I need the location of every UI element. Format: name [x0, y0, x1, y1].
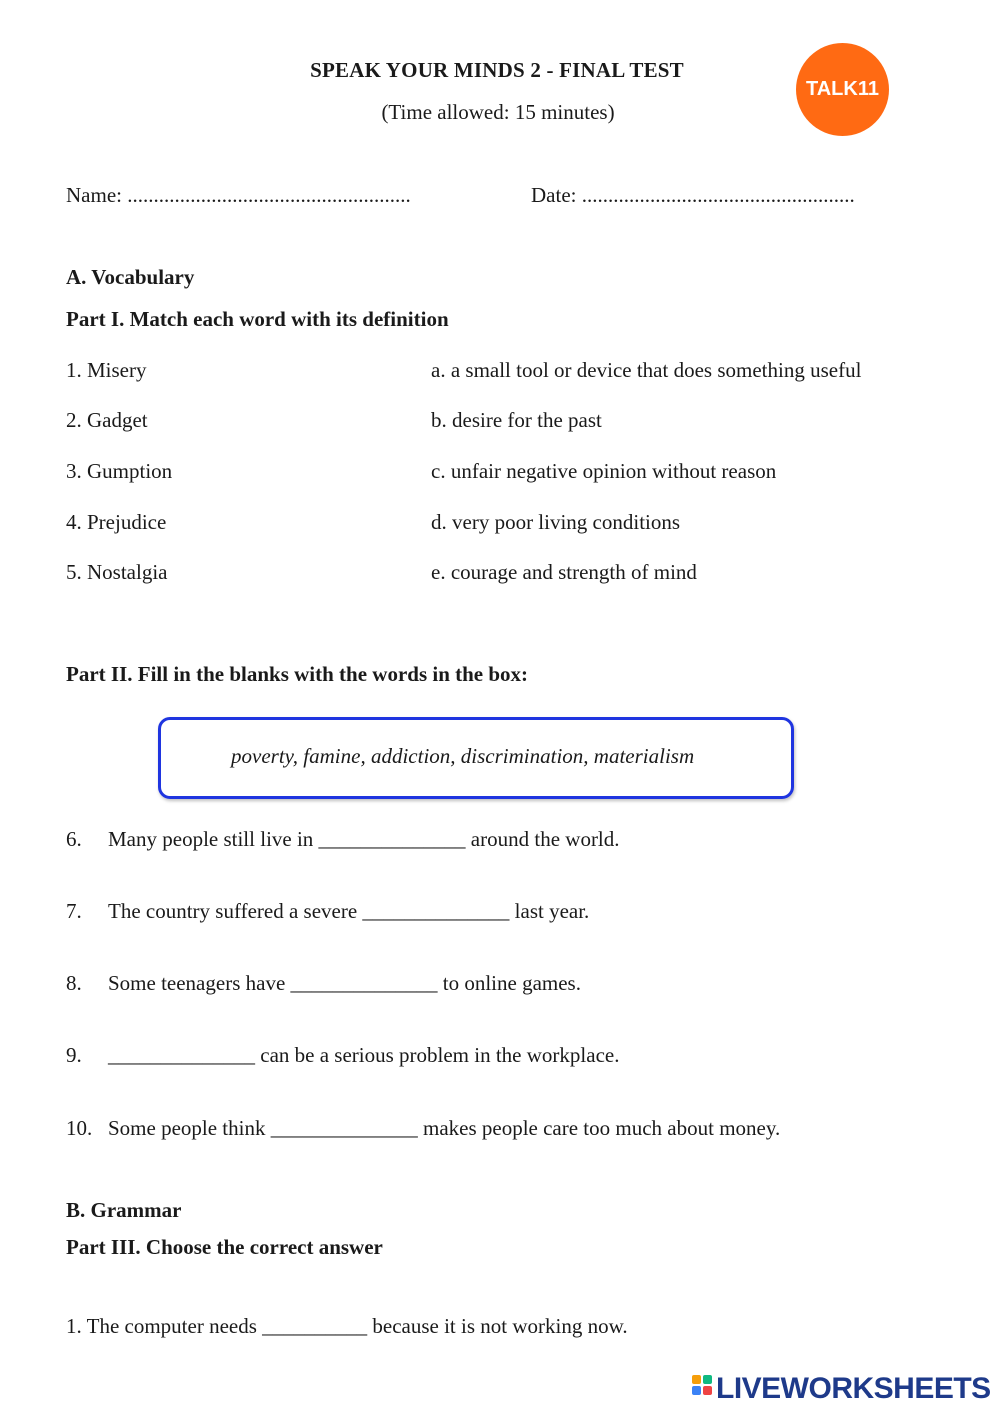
- liveworksheets-logo: [692, 1371, 991, 1407]
- match-definition: b. desire for the past: [431, 408, 602, 432]
- fill-question-10[interactable]: [66, 1116, 966, 1142]
- fill-question-6[interactable]: [66, 827, 966, 853]
- match-definition: e. courage and strength of mind: [431, 560, 697, 584]
- section-a-heading: A. Vocabulary: [66, 265, 195, 289]
- question-number: 7.: [66, 899, 82, 923]
- section-b-heading: B. Grammar: [66, 1198, 182, 1222]
- time-allowed: (Time allowed: 15 minutes): [381, 100, 615, 124]
- question-number: 6.: [66, 827, 82, 851]
- question-text: Many people still live in ______________ around the world.: [108, 827, 620, 851]
- part2-heading: Part II. Fill in the blanks with the words in the box:: [66, 662, 529, 686]
- logo-text: LIVEWORKSHEETS: [716, 1372, 991, 1405]
- match-word: 2. Gadget: [66, 408, 148, 432]
- logo-grid-icon: [692, 1375, 714, 1403]
- question-number: 9.: [66, 1043, 82, 1067]
- match-definition: d. very poor living conditions: [431, 510, 681, 534]
- part3-heading: Part III. Choose the correct answer: [66, 1235, 383, 1259]
- question-text: Some people think ______________ makes people care too much about money.: [108, 1116, 781, 1140]
- word-bank-text: poverty, famine, addiction, discrimination, materialism: [231, 744, 695, 768]
- name-field[interactable]: Name: ......................................................: [66, 183, 411, 207]
- match-word: 3. Gumption: [66, 459, 173, 483]
- match-word: 1. Misery: [66, 358, 147, 382]
- match-definition: c. unfair negative opinion without reason: [431, 459, 777, 483]
- part1-heading: Part I. Match each word with its definition: [66, 307, 449, 331]
- fill-question-7[interactable]: [66, 899, 966, 925]
- level-badge: TALK11: [796, 43, 889, 136]
- fill-question-8[interactable]: [66, 971, 966, 997]
- question-text: ______________ can be a serious problem in the workplace.: [108, 1043, 620, 1067]
- match-definition: a. a small tool or device that does something useful: [431, 358, 862, 382]
- fill-question-9[interactable]: [66, 1043, 966, 1069]
- question-text: The country suffered a severe ______________ last year.: [108, 899, 590, 923]
- word-bank-box: [158, 717, 794, 799]
- question-number: 8.: [66, 971, 82, 995]
- match-word: 4. Prejudice: [66, 510, 167, 534]
- question-text: Some teenagers have ______________ to online games.: [108, 971, 581, 995]
- test-title: SPEAK YOUR MINDS 2 - FINAL TEST: [310, 58, 684, 82]
- grammar-question-1[interactable]: 1. The computer needs __________ because it is not working now.: [66, 1314, 628, 1338]
- question-number: 10.: [66, 1116, 93, 1140]
- match-word: 5. Nostalgia: [66, 560, 168, 584]
- date-field[interactable]: Date: ....................................................: [531, 183, 855, 207]
